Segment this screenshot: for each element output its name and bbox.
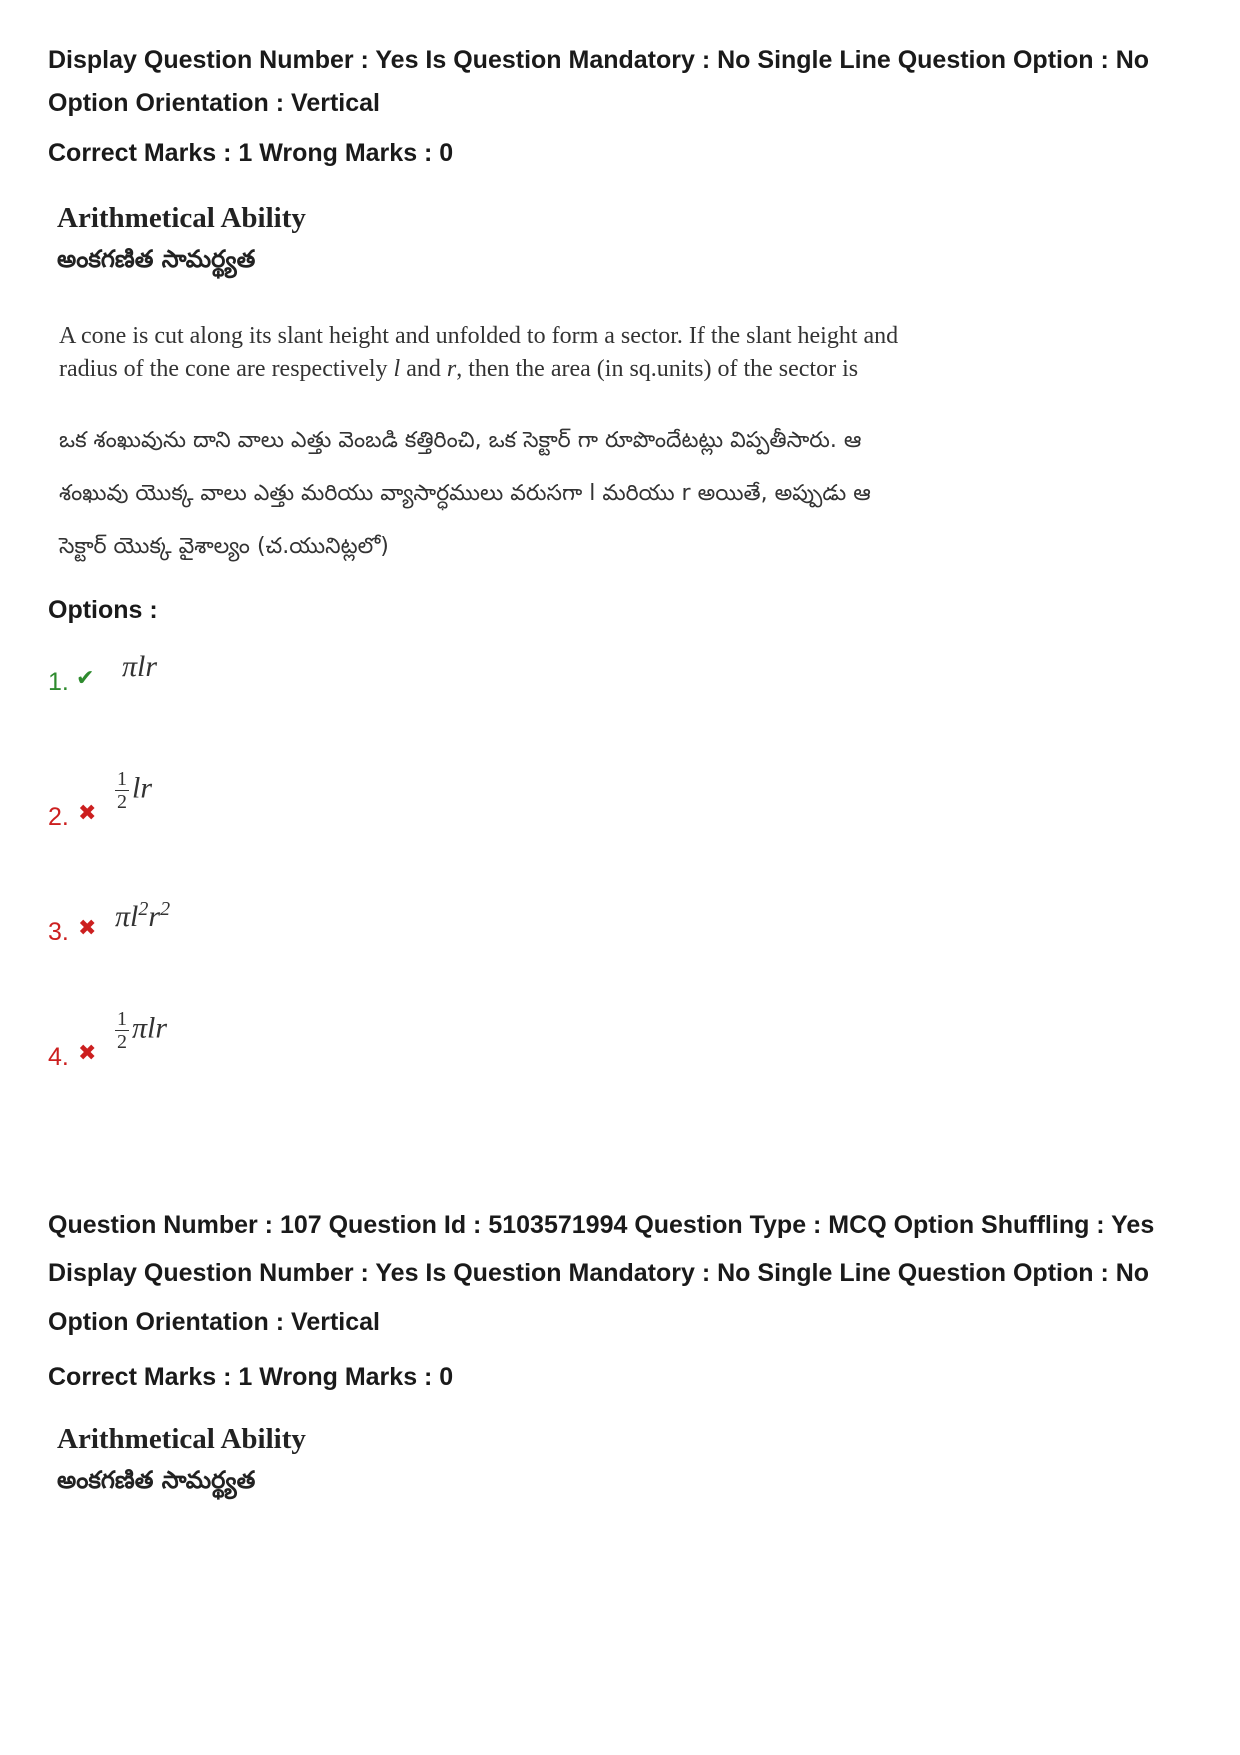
q2-marks: Correct Marks : 1 Wrong Marks : 0 <box>48 1363 454 1391</box>
q1-question-telugu-line-3: సెక్టార్ యొక్క వైశాల్యం (చ.యునిట్లలో) <box>59 534 389 559</box>
q1-marks: Correct Marks : 1 Wrong Marks : 0 <box>48 139 454 167</box>
q2-section-title: Arithmetical Ability <box>57 1423 306 1455</box>
option-1-number: 1. <box>48 668 69 696</box>
q1-question-line-1: A cone is cut along its slant height and unfolded to form a sector. If the slant height and <box>59 323 899 349</box>
q2-meta-line-3: Option Orientation : Vertical <box>48 1308 380 1336</box>
q1-section-telugu: అంకగణిత సామర్థ్యత <box>57 245 256 273</box>
option-1-expression: πlr <box>122 650 158 683</box>
q1-question-line-2: radius of the cone are respectively l and r, then the area (in sq.units) of the sector is <box>59 356 859 382</box>
q1-meta-line-1: Display Question Number : Yes Is Question Mandatory : No Single Line Question Option : No <box>48 46 1150 74</box>
q1-meta-line-2: Option Orientation : Vertical <box>48 89 380 117</box>
q1-section-title: Arithmetical Ability <box>57 202 306 234</box>
q2-meta-line-2: Display Question Number : Yes Is Question Mandatory : No Single Line Question Option : No <box>48 1259 1150 1287</box>
cross-icon: ✖ <box>78 916 97 941</box>
check-icon: ✔ <box>76 666 95 691</box>
option-2-number: 2. <box>48 803 69 831</box>
q2-section-telugu: అంకగణిత సామర్థ్యత <box>57 1466 256 1494</box>
option-4-fraction: $\frac{1}{2}$ <box>117 1008 127 1053</box>
cross-icon: ✖ <box>78 801 97 826</box>
q1-question-telugu-line-2: శంఖువు యొక్క వాలు ఎత్తు మరియు వ్యాసార్ధములు వరుసగా l మరియు r అయితే, అప్పుడు ఆ <box>59 481 871 506</box>
q1-options-label: Options : <box>48 596 158 624</box>
option-3-number: 3. <box>48 918 69 946</box>
q1-question-english <box>59 320 959 386</box>
option-4-number: 4. <box>48 1043 69 1071</box>
q1-question-telugu-line-1: ఒక శంఖువును దాని వాలు ఎత్తు వెంబడి కత్తిరించి, ఒక సెక్టార్ గా రూపొందేటట్లు విప్పతీసారు. ఆ <box>59 428 862 453</box>
option-2-fraction: $\frac{1}{2}$ <box>117 768 127 813</box>
option-3-expression: $\pi l^2r^2$ <box>115 898 171 933</box>
option-4-expression: $\frac{1}{2}$ πlr <box>117 1008 168 1053</box>
cross-icon: ✖ <box>78 1041 97 1066</box>
q2-meta-line-1: Question Number : 107 Question Id : 5103571994 Question Type : MCQ Option Shuffling : Yes <box>48 1211 1155 1239</box>
option-2-expression: $\frac{1}{2}$ lr <box>117 768 153 813</box>
